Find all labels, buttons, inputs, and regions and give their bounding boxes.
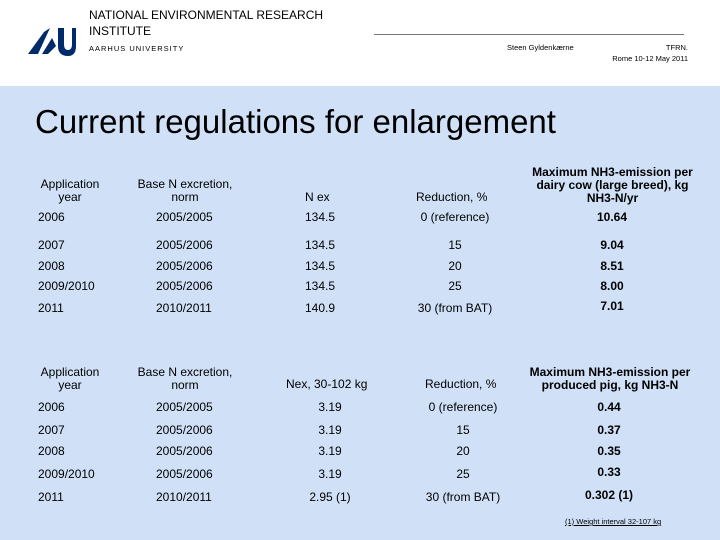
cell-max: 8.00 xyxy=(600,279,624,293)
cell-reduction: 25 xyxy=(448,279,462,293)
table1-header-nex: N ex xyxy=(305,190,330,204)
cell-nex: 134.5 xyxy=(305,238,336,252)
cell-year: 2008 xyxy=(38,444,65,458)
table1-header-norm xyxy=(125,178,245,204)
cell-max: 0.35 xyxy=(597,444,621,458)
cell-year: 2011 xyxy=(38,301,64,315)
footnote: (1) Weight interval 32-107 kg xyxy=(565,517,662,526)
cell-max: 9.04 xyxy=(600,238,624,252)
cell-nex: 3.19 xyxy=(318,400,342,414)
cell-year: 2009/2010 xyxy=(38,467,95,481)
cell-max: 0.33 xyxy=(597,465,621,479)
cell-norm: 2005/2006 xyxy=(156,259,213,273)
header-text: Base N excretion, xyxy=(137,177,233,191)
table1-header-reduction: Reduction, % xyxy=(416,190,488,204)
cell-nex: 134.5 xyxy=(305,279,336,293)
conference-line2: Rome 10-12 May 2011 xyxy=(612,54,688,63)
header-text: produced pig, kg NH3-N xyxy=(541,378,679,392)
header-text: Maximum NH3-emission per xyxy=(529,365,691,379)
cell-year: 2008 xyxy=(38,259,65,273)
slide-header xyxy=(0,0,720,86)
cell-nex: 3.19 xyxy=(318,444,342,458)
cell-max: 0.302 (1) xyxy=(584,488,634,502)
cell-reduction: 15 xyxy=(448,238,462,252)
header-text: dairy cow (large breed), kg xyxy=(536,178,689,192)
cell-norm: 2005/2006 xyxy=(156,279,213,293)
header-text: Application xyxy=(40,365,100,379)
cell-year: 2007 xyxy=(38,423,65,437)
header-divider xyxy=(374,34,684,35)
cell-reduction: 30 (from BAT) xyxy=(425,490,501,504)
cell-reduction: 0 (reference) xyxy=(428,400,498,414)
cell-norm: 2005/2006 xyxy=(156,467,213,481)
table2-header-norm xyxy=(125,366,245,392)
cell-year: 2007 xyxy=(38,238,65,252)
conference-info xyxy=(590,42,688,64)
cell-norm: 2010/2011 xyxy=(156,301,212,315)
header-text: Maximum NH3-emission per xyxy=(532,165,693,179)
table1-header-max xyxy=(515,166,710,205)
cell-year: 2009/2010 xyxy=(38,279,95,293)
cell-max: 10.64 xyxy=(596,210,628,224)
header-text: norm xyxy=(171,378,199,392)
cell-max: 0.37 xyxy=(597,423,621,437)
cell-nex: 3.19 xyxy=(318,423,342,437)
header-text: Application xyxy=(40,177,100,191)
cell-max: 7.01 xyxy=(600,299,624,313)
table1-header-year xyxy=(30,178,110,204)
cell-norm: 2005/2005 xyxy=(156,400,213,414)
cell-norm: 2005/2006 xyxy=(156,423,213,437)
institute-name-line2: INSTITUTE xyxy=(89,24,151,38)
slide-title: Current regulations for enlargement xyxy=(35,103,556,140)
cell-nex: 2.95 (1) xyxy=(309,490,351,504)
institute-name-line1: NATIONAL ENVIRONMENTAL RESEARCH xyxy=(89,8,324,22)
cell-norm: 2005/2006 xyxy=(156,238,213,252)
header-text: norm xyxy=(171,190,199,204)
cell-nex: 3.19 xyxy=(318,467,342,481)
cell-norm: 2005/2006 xyxy=(156,444,213,458)
cell-max: 0.44 xyxy=(597,400,621,414)
cell-reduction: 15 xyxy=(456,423,470,437)
author-name: Steen Gyldenkærne xyxy=(507,43,574,52)
table2-header-reduction: Reduction, % xyxy=(425,377,497,391)
cell-reduction: 20 xyxy=(456,444,470,458)
cell-norm: 2010/2011 xyxy=(156,490,212,504)
table2-header-nex: Nex, 30-102 kg xyxy=(286,377,368,391)
cell-nex: 134.5 xyxy=(305,210,336,224)
header-text: Base N excretion, xyxy=(137,365,233,379)
cell-year: 2006 xyxy=(38,400,65,414)
cell-nex: 134.5 xyxy=(305,259,336,273)
table2-header-max xyxy=(505,366,715,392)
cell-year: 2011 xyxy=(38,490,64,504)
cell-reduction: 30 (from BAT) xyxy=(417,301,493,315)
cell-reduction: 0 (reference) xyxy=(420,210,490,224)
cell-year: 2006 xyxy=(38,210,65,224)
conference-line1: TFRN. xyxy=(665,43,688,52)
cell-reduction: 25 xyxy=(456,467,470,481)
cell-max: 8.51 xyxy=(600,259,624,273)
table2-header-year xyxy=(30,366,110,392)
header-text: year xyxy=(58,378,82,392)
header-text: year xyxy=(58,190,82,204)
cell-reduction: 20 xyxy=(448,259,462,273)
university-name: AARHUS UNIVERSITY xyxy=(89,44,185,53)
cell-nex: 140.9 xyxy=(305,301,336,315)
aarhus-university-logo-icon xyxy=(28,26,76,56)
header-text: NH3-N/yr xyxy=(586,191,639,205)
cell-norm: 2005/2005 xyxy=(156,210,213,224)
